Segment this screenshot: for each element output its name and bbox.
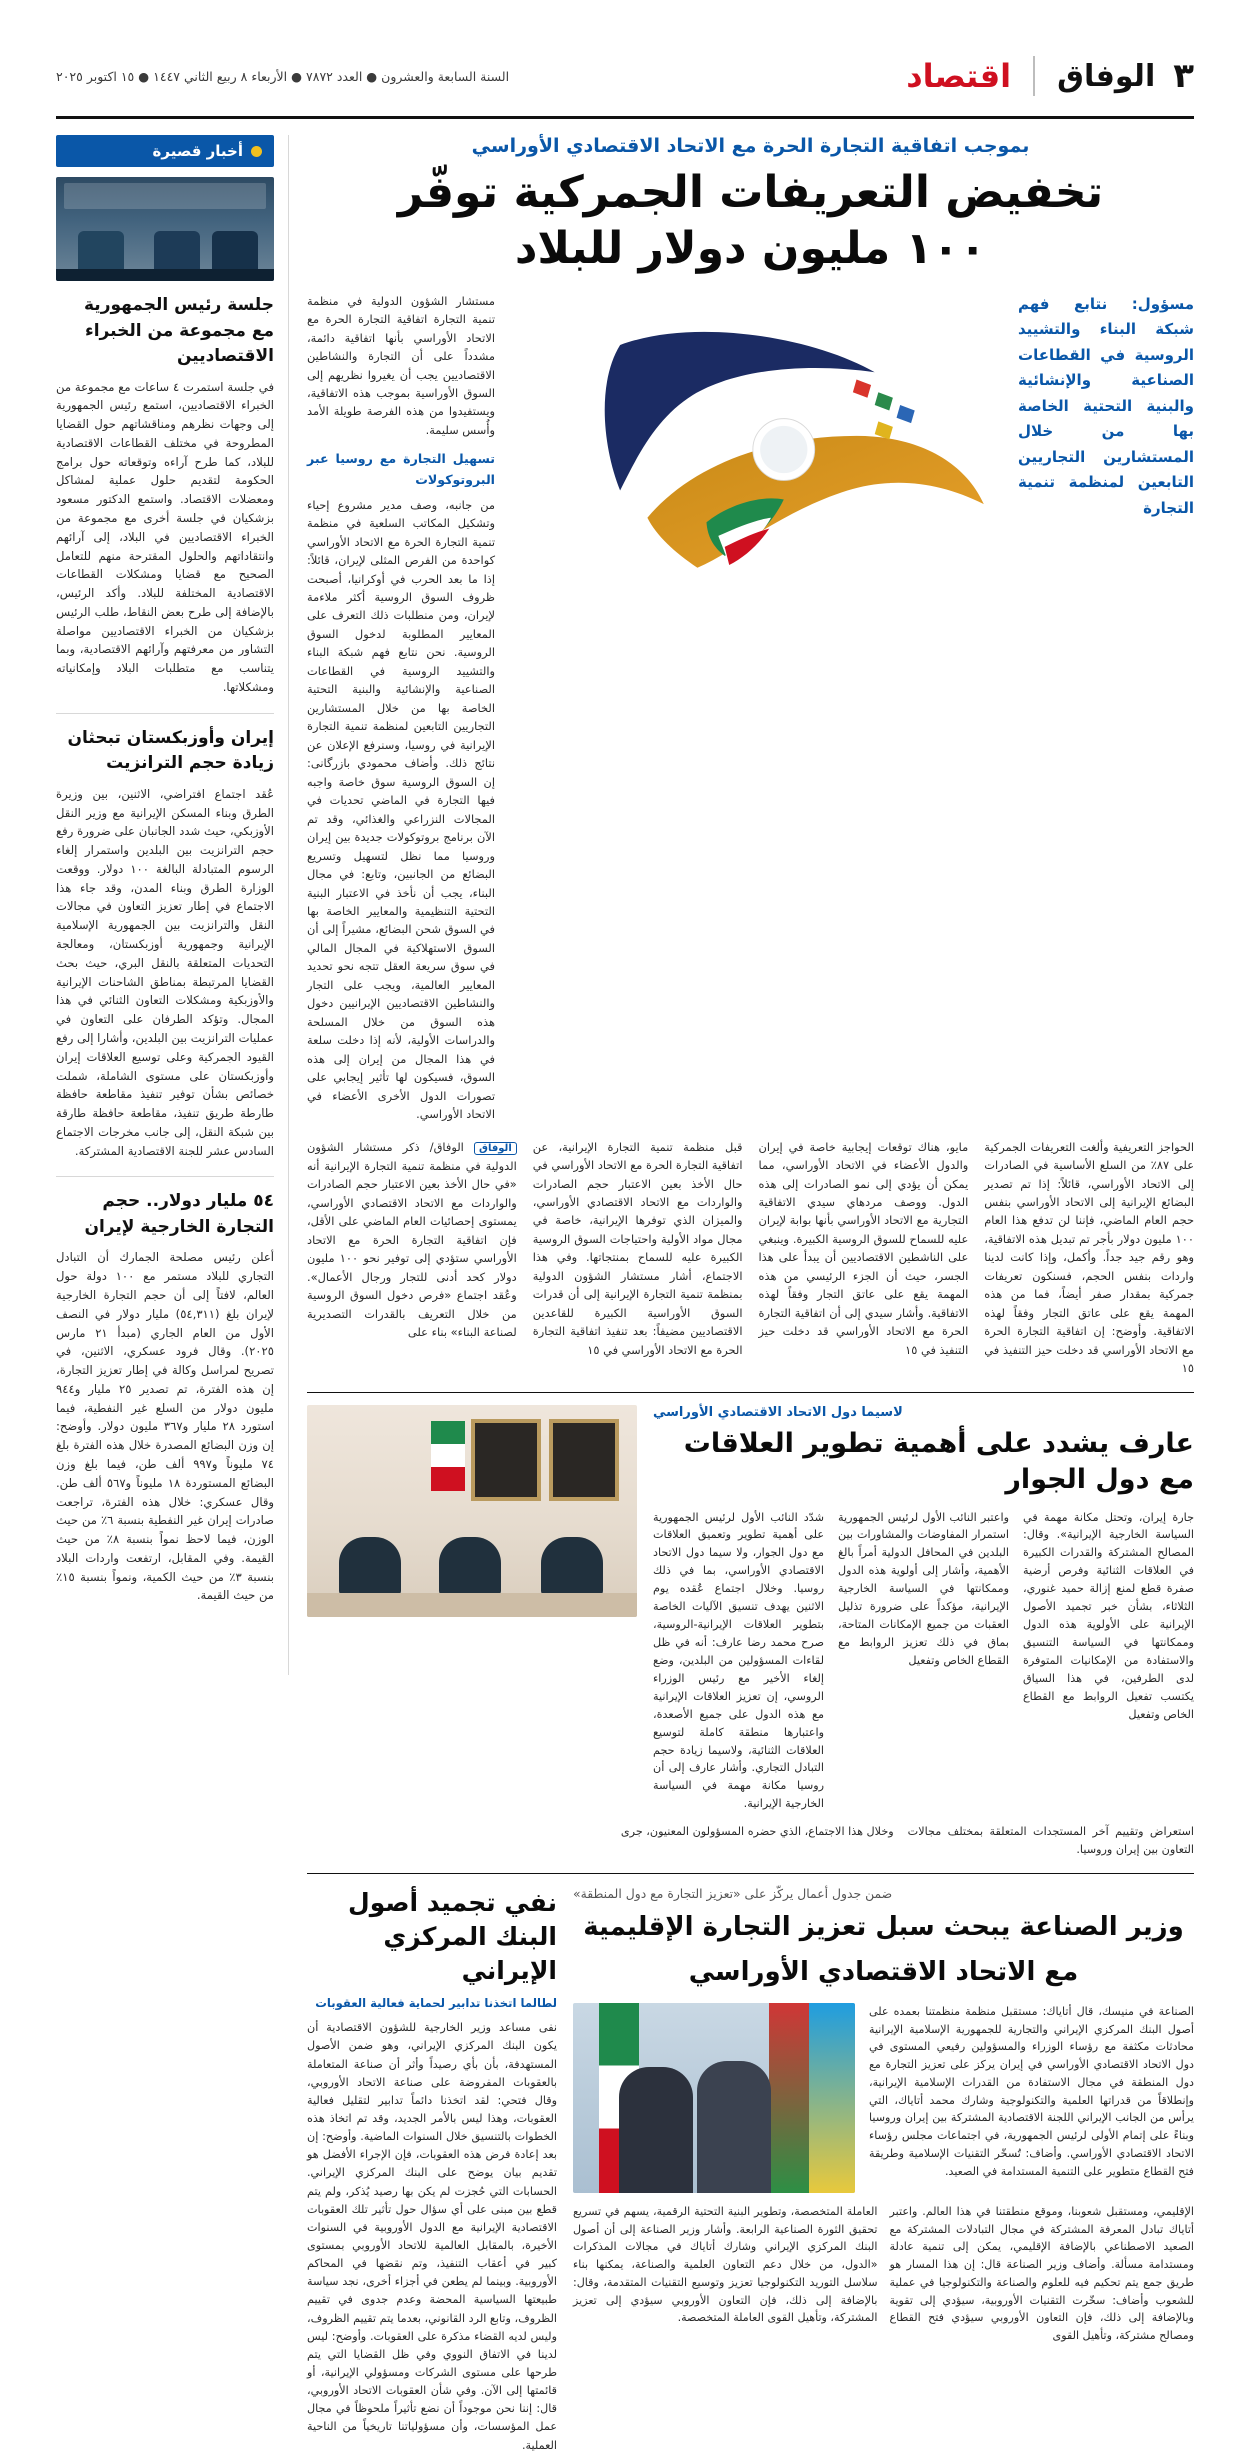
- officials-meeting-photo: [307, 1405, 637, 1617]
- mid-col-3: شدّد النائب الأول لرئيس الجمهورية على أهمية تطوير وتعميق العلاقات مع دول الجوار، ولا سيما دول الاتحاد الاقتصادي الأوراسي، بما في ذلك روسيا. وخلال اجتماع عُقده يوم الاثنين يهدف تنسيق الآليات الخاصة بتطوير العلاقات الإيرانية-الروسية، صرح محمد رضا عارف: أنه في ظل لقاءات المسؤولين من البلدين، وضع إلغاء الأخير مع رئيس الوزراء الروسي، إن تعزيز العلاقات الإيرانية مع هذه الدول على جميع الأصعدة، واعتبارها منطقة كاملة لتوسيع العلاقات الثنائية، ولاسيما زيادة حجم التبادل التجاري. وأشار عارف إلى أن روسيا مكانة مهمة في السياسة الخارجية الإيرانية.: [653, 1510, 824, 1811]
- bottom-right-article: [573, 1886, 1194, 2455]
- bottom-under-columns: [573, 2203, 1194, 2345]
- bottom-col-2: الإقليمي، ومستقبل شعوبنا، وموقع منطقتنا في هذا العالم. واعتبر أتاياك تبادل المعرفة المشتركة في مجال التبادلات المشتركة مع الصعيد الاصطناعي بالإضافة الإقليمي، يمكن إلى تنمية عادلة ومستدامة مسألة. وأضاف وزير الصناعة قال: إن هذا المسار هو طريق جمع يتم تحكيم فيه للعلوم والصناعة والتكنولوجيا في عملية للشعوب وأضاف: سخّرت التقنيات الأوروبية، سيؤدي إلى تقوية وبالإضافة إلى ذلك، فإن التعاون الأوروبي سيؤدي فتح القطاع ومصالح مشتركة، وتأهيل القوى: [889, 2204, 1194, 2343]
- sidebar-separator-1: [56, 713, 274, 714]
- sidebar-item-body-2: أعلن رئيس مصلحة الجمارك أن التبادل التجاري للبلاد مستمر مع ١٠٠ دولة حول العالم، لافتاً إلى أن حجم التجارة الخارجية لإيران بلغ (٥٤,٣١١) مليار دولار في النصف الأول من العام الجاري (مبدأ ٢١ مارس ٢٠٢٥). وقال فرود عسكري، الاثنين، في تصريح لمراسل وكالة في إطار تعزيز التجارة، إن هذه الفترة، تم تصدير ٢٥ مليار و٩٤٤ مليون دولار من السلع غير النفطية، فيما استورد ٢٨ مليار و٣٦٧ مليون دولار. وأوضح: إن وزن البضائع المصدرة خلال هذه الفترة بلغ ٧٤ مليوناً و٩٩٧ ألف طن، فيما بلغ وزن البضائع المستوردة ١٨ مليوناً و٥٦٧ ألف طن. وقال عسكري: خلال هذه الفترة، تراجعت صادرات إيران غير النفطية بنسبة ٦٪ من حيث الوزن، فيما لاحظ نمواً بنسبة ٨٪ من حيث القيمة. وفي المقابل، ارتفعت واردات البلاد بنسبة ٣٪ من حيث الكمية، ونمواً بنسبة ١٥٪ من حيث القيمة.: [56, 1250, 275, 1603]
- bottom-col-1: الصناعة في منيسك، قال أتاياك: مستقبل منظمة منظمتنا بعمده على أصول البنك المركزي الإيراني والتجارية للجمهورية الإسلامية الإيرانية محادثات مكثفة مع رؤساء الوزراء والمسؤولين رفيعي المستوى في دول الاتحاد الاقتصادي الأوراسي في إيران يركز على تعزيز التجارة مع دول المنطقة في مجال الاستفادة من القدرات الإسلامية الإيرانية، وإنطلاقاً من قدراتها العلمية والتكنولوجية وشارك محمد أتاياك، التي يرأس من الجانب الإيراني اللجنة الاقتصادية المشتركة بين إيران وروسيا وبناءً على إتمام الأولى لرئيس الجمهورية، في اجتماعات مجلس رؤساء الاتحاد الاقتصادي الأوراسي. وأضاف: تُسخّر التقنيات الإسلامية وطريقة فتح القطاع متطوير على التنمية المستدامة في الصعيد.: [869, 2004, 1194, 2178]
- bottom-columns: [869, 2003, 1194, 2193]
- main-column: [307, 135, 1194, 2452]
- meeting-table: [307, 1593, 637, 1617]
- lead-body-col-1: الحواجز التعريفية وألغت التعريفات الجمركية على ٨٧٪ من السلع الأساسية في الصادرات إلى الاتحاد الأوراسي، قائلاً: إذا تم تصدير البضائع الإيرانية إلى الاتحاد الأوراسي بنفس حجم العام الماضي، فإننا لن تدفع هذا العام ١٠٠ مليون دولار بأجر تم تبديل هذه الاتفاقية، وهو رقم جيد جداً. وأكمل، وإذا كانت لدينا واردات بنفس الحجم، فسنكون تعريفات جمركية بمقدار صفر أيضاً، فما من هذه المهمة يقع على عاتق التجار وفقاً لهذه الاتفاقية. وأوضح: إن اتفاقية التجارة الحرة مع الاتحاد الأوراسي قد دخلت حيز التنفيذ في ١٥: [984, 1139, 1194, 1376]
- photo-figure-3: [78, 231, 124, 271]
- lead-body-col-2: مايو، هناك توقعات إيجابية خاصة في إيران والدول الأعضاء في الاتحاد الأوراسي، مما يمكن أن يؤدي إلى نمو الصادرات إلى هذه الدول. ووصف مردهاي سيدي الاتفاقية التجارية مع الاتحاد الأوراسي بأنها بوابة لإيران عليه للسماح للسوق الروسية الكبيرة. وينبغي على الناشطين الاقتصاديين أن يبدأ على هذا الجسر، حيث أن الجزء الرئيسي من هذه المهمة يقع على عاتق التجار وفقاً لهذه الاتفاقية. وأشار سيدي إلى أن اتفاقية التجارة الحرة مع الاتحاد الأوراسي قد دخلت حيز التنفيذ في ١٥: [758, 1139, 969, 1357]
- lead-left-body: من جانبه، وصف مدير مشروع إحياء وتشكيل المكاتب السلعية في منظمة تنمية التجارة الحرة مع الاتحاد الأوراسي كواحدة من الفرص المثلى لإيران، قائلاً: إذا ما بعد الحرب في أوكرانيا، أصبحت ظروف السوق الروسية أكثر ملاءمة لإيران، ومن منطلبات ذلك التعرف على المعايير المطلوبة لدخول السوق الروسية. نحن نتابع فهم شبكة البناء والتشييد الروسية في القطاعات الصناعية والإنشائية والبنية التحتية الخاصة بها من خلال المستشارين التجاريين التابعين لمنظمة تنمية التجارة الإيرانية في روسيا، وسنرفع الإعلان عن نتائج ذلك. وأضاف محمودي بازرگانی: إن السوق الروسية سوق خاصة واجبه فيها التجارة في الماضي تحديات في المجالات النزراعي والغذائي، وقد تم الآن برنامج بروتوكولات جديدة بين إيران وروسيا مما نظل لتسهيل وتسريع البضائع من الجانبين، وتابع: في مجال البناء، يجب أن نأخذ في الاعتبار البنية التحتية التنظيمية والمعايير الخاصة بها في السوق شحن البضائع، مشيراً إلى أن السوق الاستهلاكية في المجال المالي في سوق سريعة العقل تتجه نحو تحديد المعايير العالمية، ويجب على التجار والنشاطين الاقتصاديين الإيرانيين دخول هذه السوق من خلال المسلحة والدراسات الأولية، لأنه إذا دخلت سلعة في هذا المجال من إيران إلى هذه السوق، فسيكون لها تأثير إيجابي على تصورات الدول الأخرى الأعضاء في الاتحاد الأوراسي.: [307, 497, 495, 1122]
- lead-left-intro: مستشار الشؤون الدولية في منظمة تنمية التجارة اتفاقية التجارة الحرة مع الاتحاد الأوراسي بأنها اتفاقية دائمة، مشدداً على أن التجارة والنشاطين الاقتصاديين يجب أن يغيروا نظريهم إلى السوق الأوراسية بموجب هذه الاتفاقية، ويستفيدوا من هذه الفرصة طويلة الأمد وأُسس سليمة.: [307, 293, 495, 437]
- meeting-photo: [56, 177, 274, 281]
- ministers-handshake-photo: [573, 2003, 855, 2193]
- portrait-frame-1: [549, 1419, 619, 1501]
- sidebar-header: [56, 135, 274, 167]
- mid-caption-spacer: [307, 1823, 593, 1859]
- issue-info: السنة السابعة والعشرون ● العدد ٧٨٧٢ ● الأربعاء ٨ ربيع الثاني ١٤٤٧ ● ١٥ اكتوبر ٢٠٢٥: [56, 68, 510, 84]
- sidebar: [56, 135, 289, 1675]
- photo-figure-2: [154, 231, 200, 271]
- page-number: ٣: [1173, 56, 1194, 96]
- byline-tag: الوفاق: [474, 1142, 517, 1155]
- mid-article-top: [307, 1405, 1194, 1814]
- eurasia-map-illustration: [511, 292, 1002, 598]
- bottom-left-headline: نفي تجميد أصول البنك المركزي الإيراني: [348, 1888, 557, 1985]
- photo-banner: [64, 183, 266, 209]
- lead-body-col-4-text: الوفاق/ ذكر مستشار الشؤون الدولية في منظمة تنمية التجارة الإيرانية أنه «في حال الأخذ بعين الاعتبار حجم الصادرات والواردات مع الاتحاد الاقتصادي الأوراسي، يمستوى إحصائيات العام الماضي على الأقل، فإن اتفاقية التجارة الحرة مع الاتحاد الأوراسي ستؤدي إلى توفير نحو ١٠٠ مليون دولار كحد أدنى للتجار ورجال الأعمال». وعُقد اجتماع «فرص دخول السوق الروسية من خلال التعريف بالقدرات التصديرية لصناعة البناء» بناء على: [307, 1139, 517, 1339]
- lead-body-col-4: [307, 1138, 517, 1378]
- mid-caption-columns: [307, 1823, 1194, 1859]
- page-content: [56, 135, 1194, 2452]
- lead-body-columns: [307, 1138, 1194, 1378]
- lead-headline-line2: ١٠٠ مليون دولار للبلاد: [514, 223, 987, 275]
- mid-col-2: واعتبر النائب الأول لرئيس الجمهورية استمرار المفاوضات والمشاورات بين البلدين في المحافل الدولية أمراً بالغ الأهمية، وأشار إلى أولوية هذه الدول وممكانتها في السياسة الخارجية الإيرانية، مؤكداً على ضرورة تذليل العقبات من جميع الإمكانات المتاحة، بماق في ذلك تعزيز الروابط مع القطاع الخاص وتفعيل: [838, 1510, 1009, 1667]
- lead-kicker: بموجب اتفاقية التجارة الحرة مع الاتحاد الاقتصادي الأوراسي: [471, 135, 1030, 157]
- photo-desk: [56, 269, 274, 281]
- masthead-right: [906, 56, 1194, 96]
- section-title: اقتصاد: [906, 57, 1012, 95]
- bottom-section: [307, 1873, 1194, 2455]
- mid-article-text: [653, 1405, 1194, 1814]
- sidebar-header-label: أخبار قصيرة: [152, 142, 243, 160]
- belarus-flag: [769, 2003, 809, 2193]
- lead-top-area: [307, 292, 1194, 1124]
- sidebar-item-title-1: إيران وأوزبكستان تبحثان زيادة حجم الترانزيت: [67, 727, 274, 774]
- sidebar-item-body-1: عُقد اجتماع افتراضي، الاثنين، بين وزيرة الطرق وبناء المسكن الإيرانية مع وزير النقل الأوزبكي، حيث شدد الجانبان على ضرورة رفع حجم الترانزيت بين البلدين واستمرار إلغاء الرسوم المتبادلة البالغة ١٠٠ دولار. ووقعت الوزارة الطرق وبناء المدن، وقد جاء هذا الاجتماع في إطار تعزيز التعاون في مجالات النقل والترانزيت بين الجمهورية الإسلامية الإيرانية وجمهورية أوزبكستان، ومعالجة التحديات المتعلقة بالنقل البري، حيث بحث القضايا المرتبطة بمناطق الشاحنات الإيرانية والأوزبكية ومشكلات التعاون الثنائي في هذا المجال. وتؤكد الطرفان على التعاون في عمليات الترانزيت بين البلدين، وأشارا إلى رفع القيود الجمركية وعلى توسيع العلاقات إيران وأوزبكستان على مستوى الشاملة، شملت خصائص بشأن توفير تنفيذ مقاطعة حافظة طارطة طريق تنفيذ، مقاطعة حافظة طارقة بين شبكة النقل، إلى جانب مخرجات الاجتماع السادس عشر للجنة الاقتصادية المشتركة.: [56, 786, 274, 1158]
- sidebar-item-body-0: في جلسة استمرت ٤ ساعات مع مجموعة من الخبراء الاقتصاديين، استمع رئيس الجمهورية إلى وجهات نظرهم ومناقشاتهم حول القضايا المطروحة في مختلف القطاعات الاقتصادية للبلاد، كما طرح آراءه وتوقعاته حول برامج الحكومة لتقديم حلول عملية لمشاكل ومعضلات الاقتصاد. واستمع الدكتور مسعود بزشكيان في جلسة أخرى مع مجموعة من الخبراء الاقتصاديين في البلاد، إلى آرائهم وانتقاداتهم والحلول المقترحة منهم للتعامل الصحيح مع قضايا ومشكلات القطاعات الاقتصادية المختلفة للبلاد. وأكد الرئيس، بالإضافة إلى طرح بعض النقاط، طلب الرئيس بزشكيان من الخبراء الاقتصاديين مواصلة التشاور من معرفتهم وآرائهم الاقتصادية، وبما يتناسب مع متطلبات البلاد وإمكانياته ومشكلاتها.: [56, 379, 274, 694]
- bottom-left-body: نفى مساعد وزير الخارجية للشؤون الاقتصادية أن يكون البنك المركزي الإيراني، وهو ضمن الأصول المستهدفة، بأن بأي رصيداً وأثر أن صناعة المتعاملة بالعقوبات المفروضة على صناعة الاتحاد الأوروبي، وقال فتحي: لقد اتخذنا دائماً تدابير لتقليل فعالية العقوبات، وهذا ليس بالأمر الجديد، وقد تم اتخاذ هذه الخطوات بالتنسيق خلال السنوات الماضية. وأوضح: إن بعد إعادة فرض هذه العقوبات، فإن الإجراء الأفضل هو تقديم بيان يوضح على البنك المركزي الإيراني. الحسابات التي حُجزت لم يكن بها رصيد يُذكر، ولم يتم قطع بين مبنى على أي سؤال حول تأثير تلك العقوبات الاقتصادية الإيرانية مع الدول الأوروبية في السنوات الأخيرة، بالمقابل العالمية للاتحاد الأوروبي بمستوى كبير في أعقاب التنفيذ، وتم نقضها في المحاكم الأوروبية. وبينما لم يطعن في أجزاء أخرى، نجد سياسة طبيعتها السياسية المحضة وعدم جدوى في تقييم الظروف، وتابع الرد القانوني، بعدما يتم تقييم الظروف، وليس لديه القضاء مذكرة على العقوبات. وأوضح: ليس لدينا في الاتفاق النووي وفي ظل القضايا التي يتم طرحها على مستوى الشركات ومسؤولي الإيرانية، أو قائمتها إلى الآن. وفي شأن العقوبات الاتحاد الأوروبي، قال: إننا نحن موجوداً أن نضع تأثيراً ملحوظاً في مجال عمل المؤسسات، وأن مسؤولياتنا تاريخياً من الناحية العملية.: [307, 2021, 557, 2452]
- masthead-divider: [1033, 56, 1035, 96]
- mid-kicker: لاسيما دول الاتحاد الاقتصادي الأوراسي: [653, 1404, 903, 1420]
- lead-figure-wrap: [511, 292, 1002, 1124]
- bullet-icon: [251, 146, 262, 157]
- masthead-rule: [56, 116, 1194, 119]
- bottom-flow: [573, 2003, 1194, 2193]
- official-2: [619, 2067, 693, 2193]
- lead-left-column: [307, 292, 495, 1124]
- paper-name: الوفاق: [1057, 58, 1156, 94]
- photo-figure-1: [212, 231, 258, 271]
- official-1: [697, 2061, 771, 2193]
- masthead: [56, 56, 1194, 110]
- bottom-col-3: العاملة المتخصصة، وتطوير البنية التحتية الرقمية، يسهم في تسريع تحقيق الثورة الصناعية الرابعة. وأشار وزير الصناعة إلى أن أصول البنك المركزي الإيراني وشارك أتاياك في مجالات المذكرات «الدول، من خلال دعم التعاون العلمية والصناعة، يمكنها بناء سلاسل التوريد التكنولوجيا تعزيز وتوسيع التقنيات المتقدمة، وقال: بالإضافة إلى ذلك، فإن التعاون الأوروبي سيؤدي إلى تعزيز المشتركة، وتأهيل القوى العاملة المتخصصة.: [573, 2204, 878, 2325]
- person-2: [439, 1537, 501, 1595]
- lead-headline-line1: تخفيض التعريفات الجمركية توفّر: [397, 167, 1104, 218]
- kazakhstan-flag: [809, 2003, 855, 2193]
- mid-columns: [653, 1509, 1194, 1814]
- mid-col-1: جارة إيران، وتحتل مكانة مهمة في السياسة الخارجية الإيرانية». وقال: المصالح المشتركة والقدرات الكبيرة في العلاقات الثنائية وفرص أرضية صفرة قطع لمنع إزالة حميد غنوري، الثلاثاء، بشأن خبر تجميد الأصول الإيرانية على الأولوية هذه الدول وممكانتها في السياسة التنسيق والاستفادة من الإمكانيات المتوفرة لدى الطرفين، في هذا السياق يكتسب تفعيل الروابط مع القطاع الخاص وتفعيل: [1023, 1510, 1194, 1721]
- lead-body-col-3: قبل منظمة تنمية التجارة الإيرانية، عن اتفاقية التجارة الحرة مع الاتحاد الأوراسي في حال الأخذ بعين الاعتبار حجم الصادرات والواردات مع الاتحاد الاقتصادي الأوراسي، والميزان الذي توفرها الإيرانية، خاصة في مجال مواد الأولية واحتياجات السوق الروسية الكبيرة عليه للسماح بمنتجاتها. وفي هذا الاجتماع، أشار مستشار الشؤون الدولية بمنظمة تنمية التجارة الإيرانية إلى أن قدرات السوق الأوراسية الكبيرة للقاعدين الاقتصاديين مضيفاً: بعد تنفيذ اتفاقية التجارة الحرة مع الاتحاد الأوراسي في ١٥: [532, 1139, 743, 1357]
- iran-flag: [431, 1421, 465, 1491]
- person-1: [541, 1537, 603, 1595]
- mid-caption-2: وخلال هذا الاجتماع، الذي حضره المسؤولون المعنيون، جرى: [620, 1825, 894, 1839]
- bottom-left-article: [307, 1886, 557, 2455]
- bottom-left-subheading: لطالما اتخذنا تدابير لحماية فعالية العقوبات: [315, 1996, 557, 2011]
- mid-headline: عارف يشدد على أهمية تطوير العلاقات مع دول الجوار: [683, 1427, 1194, 1496]
- sidebar-item-title-0: جلسة رئيس الجمهورية مع مجموعة من الخبراء الاقتصاديين: [84, 295, 274, 366]
- lead-pull-quote: مسؤول: نتابع فهم شبكة البناء والتشييد الروسية في القطاعات الصناعية والإنشائية والبنية التحتية الخاصة بها من خلال المستشارين التجاريين التابعين لمنظمة تنمية التجارة: [1018, 294, 1194, 517]
- lead-subheading: تسهيل التجارة مع روسيا عبر البروتوكولات: [307, 451, 495, 487]
- mid-article: [307, 1392, 1194, 1859]
- person-3: [339, 1537, 401, 1595]
- lead-article: [307, 135, 1194, 1378]
- bottom-kicker: ضمن جدول أعمال يركّز على «تعزيز التجارة مع دول المنطقة»: [573, 1886, 893, 1902]
- bottom-headline-2: مع الاتحاد الاقتصادي الأوراسي: [688, 1956, 1079, 1987]
- portrait-frame-2: [471, 1419, 541, 1501]
- sidebar-item-title-2: ٥٤ مليار دولار.. حجم التجارة الخارجية لإيران: [84, 1191, 274, 1237]
- sidebar-separator-2: [56, 1176, 274, 1177]
- bottom-headline-1: وزير الصناعة يبحث سبل تعزيز التجارة الإقليمية: [583, 1912, 1184, 1943]
- mid-caption-1: استعراض وتقييم آخر المستجدات المتعلقة بمختلف مجالات التعاون بين إيران وروسيا.: [907, 1825, 1194, 1857]
